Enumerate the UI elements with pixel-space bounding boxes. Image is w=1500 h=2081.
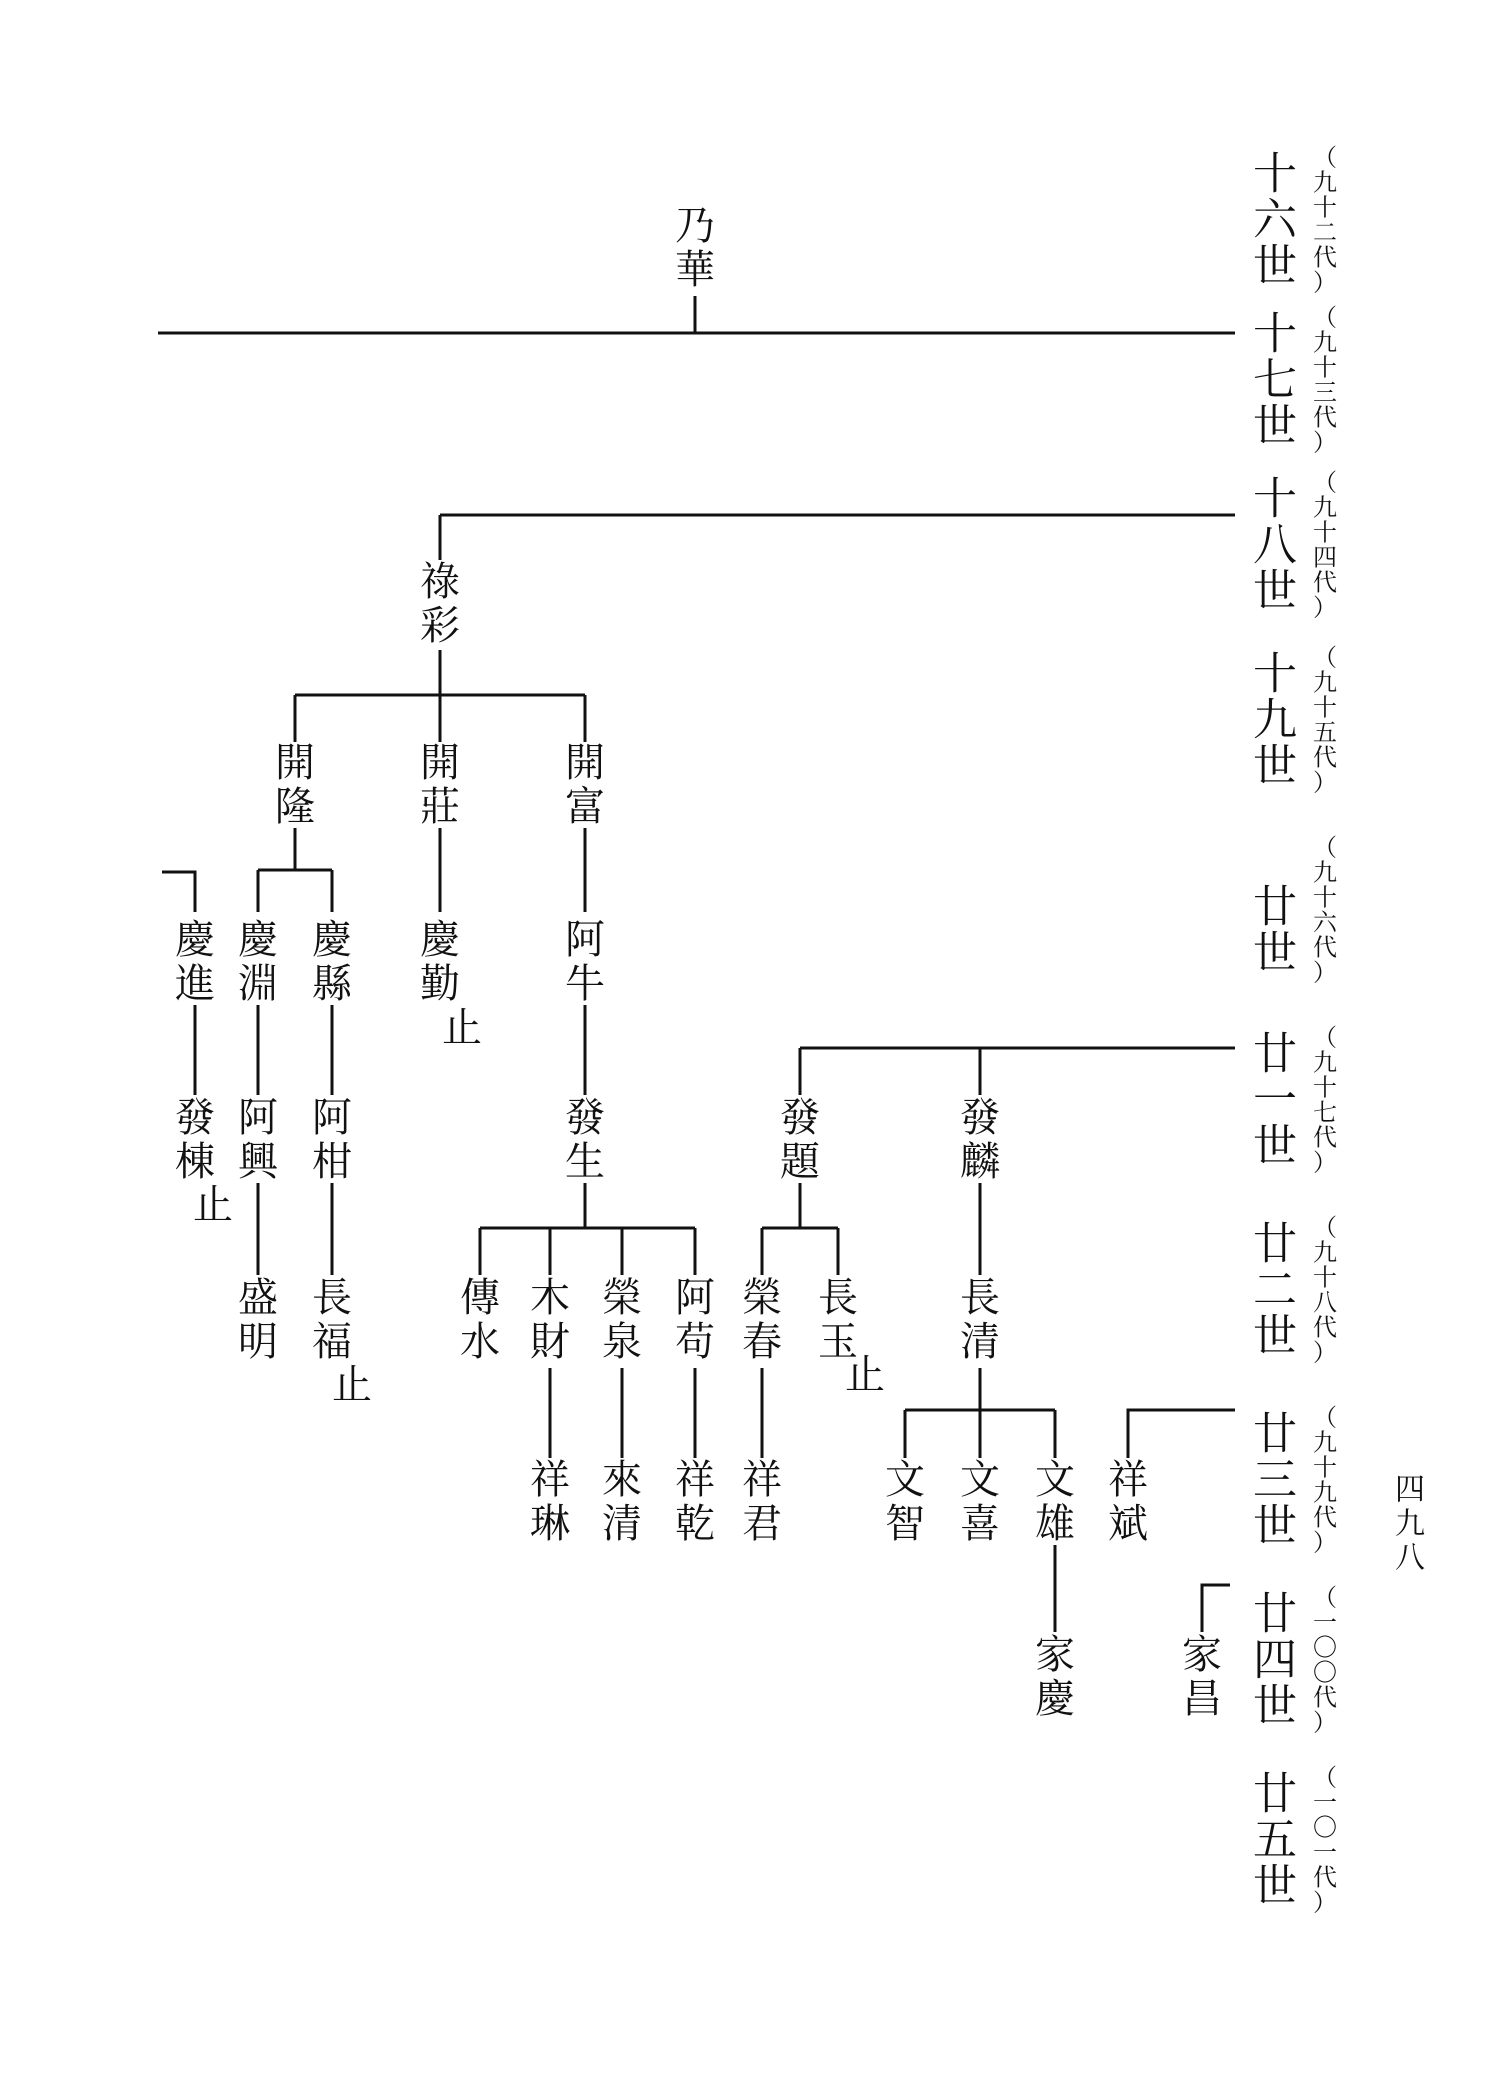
person-chuanshui-char: 水 — [460, 1319, 500, 1365]
person-wenzhi — [885, 1457, 925, 1547]
generation-dai-char: 代 — [1313, 1683, 1337, 1712]
generation-dai-char: （ — [1313, 833, 1337, 862]
generation-dai-char: （ — [1313, 303, 1337, 332]
person-aniu-char: 阿 — [565, 917, 605, 963]
generation-dai-char: ） — [1313, 428, 1337, 457]
person-naihua-char: 乃 — [675, 203, 715, 249]
person-chuanshui — [460, 1275, 500, 1365]
person-changfu-char: 長 — [312, 1275, 352, 1321]
person-wenxi-char: 文 — [960, 1457, 1000, 1503]
person-mucai-char: 財 — [530, 1319, 570, 1365]
person-agou-char: 阿 — [675, 1275, 715, 1321]
person-agan — [312, 1095, 352, 1185]
generation-dai-char: 二 — [1313, 218, 1337, 247]
person-xiangjun — [742, 1457, 782, 1547]
person-xiangbin-char: 祥 — [1108, 1457, 1148, 1503]
generation-label-char: 廿 — [1253, 1028, 1297, 1080]
generation-dai-char: ） — [1313, 1148, 1337, 1177]
person-changyu-char: 玉 — [818, 1319, 858, 1365]
person-xiangqian-char: 祥 — [675, 1457, 715, 1503]
generation-label-char: 世 — [1253, 400, 1297, 452]
person-falin-char: 發 — [960, 1095, 1000, 1141]
generation-dai-char: 代 — [1313, 1863, 1337, 1892]
generation-dai-char: 九 — [1313, 168, 1337, 197]
person-axing-char: 興 — [238, 1139, 278, 1185]
page-number-char: 八 — [1395, 1540, 1425, 1576]
generation-label-char: 二 — [1253, 1264, 1297, 1316]
person-laiqing-char: 來 — [602, 1457, 642, 1503]
generation-dai-char: ） — [1313, 1338, 1337, 1367]
generation-dai-char: 十 — [1313, 693, 1337, 722]
person-rongchun — [742, 1275, 782, 1365]
person-wenxi-char: 喜 — [960, 1501, 1000, 1547]
generation-dai-char: ） — [1313, 1708, 1337, 1737]
generation-label — [1253, 1769, 1297, 1912]
connector-corner — [1202, 1585, 1230, 1632]
generation-dai-char: 代 — [1313, 933, 1337, 962]
generation-label-char: 一 — [1253, 1074, 1297, 1126]
generation-dai-char: （ — [1313, 143, 1337, 172]
person-jiaqing-char: 慶 — [1035, 1676, 1075, 1722]
generation-dai-char: （ — [1313, 1583, 1337, 1612]
person-kaizhuang-char: 開 — [420, 740, 460, 786]
person-mucai-char: 木 — [530, 1275, 570, 1321]
generation-dai — [1313, 144, 1337, 297]
person-shengming — [238, 1275, 278, 1365]
person-lucai — [420, 559, 460, 649]
person-aniu-char: 牛 — [565, 961, 605, 1007]
generation-label — [1253, 149, 1298, 292]
generation-dai-char: 十 — [1313, 1263, 1337, 1292]
generation-label — [1253, 309, 1297, 452]
person-naihua-char: 華 — [675, 247, 715, 293]
generation-dai-char: 三 — [1313, 378, 1337, 407]
person-qingxuan-char: 縣 — [312, 961, 352, 1007]
person-wenxi — [960, 1457, 1000, 1547]
person-kailong — [275, 740, 315, 830]
generation-dai-char: 代 — [1313, 1123, 1337, 1152]
person-fadong-char: 棟 — [175, 1139, 215, 1185]
generation-label-char: 十 — [1253, 648, 1297, 700]
person-fasheng-char: 生 — [565, 1139, 605, 1185]
generation-dai-char: 九 — [1313, 493, 1337, 522]
person-kailong-char: 隆 — [275, 784, 315, 830]
person-naihua — [675, 203, 715, 293]
generation-label-char: 廿 — [1253, 1768, 1297, 1820]
generation-dai-char: 五 — [1313, 718, 1337, 747]
generation-label-char: 廿 — [1253, 1588, 1297, 1640]
generation-label-char: 廿 — [1253, 881, 1297, 933]
person-wenxiong — [1035, 1457, 1075, 1547]
generation-dai-char: 一 — [1313, 1608, 1337, 1637]
person-xianglin — [530, 1457, 570, 1547]
person-wenxiong-char: 雄 — [1035, 1501, 1075, 1547]
generation-dai-char: 〇 — [1313, 1658, 1337, 1687]
generation-dai — [1313, 304, 1337, 457]
person-wenzhi-char: 文 — [885, 1457, 925, 1503]
person-fadong — [175, 1095, 215, 1185]
person-xiangjun-char: 祥 — [742, 1457, 782, 1503]
person-qingqin-char: 勤 — [420, 961, 460, 1007]
person-kaizhuang-char: 莊 — [420, 784, 460, 830]
generation-dai-char: ） — [1313, 268, 1337, 297]
generation-label-char: 五 — [1253, 1814, 1297, 1866]
generation-dai — [1313, 1024, 1337, 1177]
person-changqing-char: 長 — [960, 1275, 1000, 1321]
generation-label — [1253, 1589, 1297, 1732]
generation-dai — [1313, 1404, 1337, 1557]
person-jiachang — [1182, 1632, 1222, 1722]
person-qingyuan — [238, 917, 278, 1007]
generation-dai — [1313, 1584, 1337, 1737]
generation-dai-char: 十 — [1313, 193, 1337, 222]
generation-label-char: 世 — [1253, 240, 1297, 292]
person-fasheng-char: 發 — [565, 1095, 605, 1141]
generation-dai-char: 九 — [1313, 668, 1337, 697]
generation-dai-char: 代 — [1313, 243, 1337, 272]
generation-dai-char: 四 — [1313, 543, 1337, 572]
page-number-char: 九 — [1395, 1506, 1425, 1542]
generation-label-char: 世 — [1253, 1500, 1297, 1552]
person-lucai-char: 彩 — [420, 603, 460, 649]
person-kailong-char: 開 — [275, 740, 315, 786]
connector-corner — [162, 872, 195, 912]
generation-label-char: 十 — [1253, 308, 1297, 360]
person-wenzhi-char: 智 — [885, 1501, 925, 1547]
person-agou — [675, 1275, 715, 1365]
generation-dai — [1313, 1214, 1337, 1367]
person-falin — [960, 1095, 1000, 1185]
generation-dai-char: 十 — [1313, 353, 1337, 382]
generation-dai — [1313, 1764, 1337, 1917]
generation-label-char: 世 — [1253, 1680, 1297, 1732]
generation-dai — [1313, 834, 1338, 987]
person-qingjin-char: 慶 — [175, 917, 215, 963]
generation-dai-char: ） — [1313, 1528, 1337, 1557]
page-number-char: 四 — [1395, 1472, 1425, 1508]
generation-dai — [1313, 644, 1337, 797]
generation-dai-char: 九 — [1313, 858, 1337, 887]
generation-label-char: 世 — [1253, 740, 1297, 792]
person-jiaqing — [1035, 1632, 1075, 1722]
person-xianglin-char: 琳 — [530, 1501, 570, 1547]
person-xiangqian-char: 乾 — [675, 1501, 715, 1547]
generation-dai-char: 一 — [1313, 1838, 1337, 1867]
generation-label-char: 廿 — [1253, 1218, 1297, 1270]
person-aniu — [565, 917, 605, 1007]
generation-dai-char: 〇 — [1313, 1813, 1337, 1842]
person-kaifu-char: 開 — [565, 740, 605, 786]
person-fati-char: 發 — [780, 1095, 820, 1141]
person-xiangbin-char: 斌 — [1108, 1501, 1148, 1547]
generation-label — [1253, 882, 1297, 979]
generation-label-char: 八 — [1253, 519, 1297, 571]
end-mark: 止 — [845, 1352, 885, 1398]
person-kaizhuang — [420, 740, 460, 830]
generation-dai-char: 九 — [1313, 1478, 1337, 1507]
generation-dai-char: 九 — [1313, 328, 1337, 357]
person-rongquan-char: 榮 — [602, 1275, 642, 1321]
generation-label-char: 三 — [1253, 1454, 1297, 1506]
person-xiangqian — [675, 1457, 715, 1547]
end-mark: 止 — [193, 1182, 233, 1228]
person-xianglin-char: 祥 — [530, 1457, 570, 1503]
generation-label-char: 廿 — [1253, 1408, 1297, 1460]
generation-label-char: 九 — [1253, 694, 1297, 746]
person-jiachang-char: 家 — [1182, 1632, 1222, 1678]
person-agan-char: 阿 — [312, 1095, 352, 1141]
generation-dai-char: 代 — [1313, 403, 1337, 432]
generation-dai-char: 十 — [1313, 883, 1337, 912]
generation-label — [1253, 474, 1297, 617]
generation-dai-char: （ — [1313, 1403, 1337, 1432]
person-changqing-char: 清 — [960, 1319, 1000, 1365]
person-shengming-char: 明 — [238, 1319, 278, 1365]
page-number — [1395, 1473, 1425, 1576]
person-chuanshui-char: 傳 — [460, 1275, 500, 1321]
generation-dai-char: 〇 — [1313, 1633, 1337, 1662]
generation-label-char: 七 — [1253, 354, 1297, 406]
generation-dai-char: 十 — [1313, 518, 1337, 547]
person-qingqin — [420, 917, 460, 1007]
person-laiqing-char: 清 — [602, 1501, 642, 1547]
person-qingjin-char: 進 — [175, 961, 215, 1007]
generation-label-char: 十 — [1253, 473, 1297, 525]
generation-label-char: 世 — [1253, 565, 1297, 617]
person-qingyuan-char: 慶 — [238, 917, 278, 963]
person-fati — [780, 1095, 821, 1185]
person-qingqin-char: 慶 — [420, 917, 460, 963]
generation-label-char: 世 — [1253, 1860, 1297, 1912]
generation-dai-char: ） — [1313, 958, 1337, 987]
generation-dai-char: 代 — [1313, 568, 1337, 597]
person-agou-char: 苟 — [675, 1319, 715, 1365]
generation-dai-char: ） — [1313, 1888, 1337, 1917]
person-qingxuan-char: 慶 — [312, 917, 352, 963]
person-mucai — [530, 1275, 570, 1365]
generation-dai-char: 一 — [1313, 1788, 1337, 1817]
generation-dai-char: ） — [1313, 593, 1337, 622]
generation-dai-char: 九 — [1313, 1048, 1337, 1077]
generation-label-char: 世 — [1253, 927, 1297, 979]
generation-dai — [1313, 469, 1337, 622]
person-jiachang-char: 昌 — [1182, 1676, 1222, 1722]
generation-label-char: 世 — [1253, 1120, 1297, 1172]
generation-dai-char: （ — [1313, 468, 1337, 497]
person-changqing — [960, 1275, 1000, 1365]
person-rongquan — [602, 1275, 642, 1365]
person-qingjin — [175, 917, 215, 1007]
person-changfu-char: 福 — [312, 1319, 352, 1365]
generation-dai-char: （ — [1313, 1023, 1337, 1052]
person-agan-char: 柑 — [312, 1139, 352, 1185]
person-xiangjun-char: 君 — [742, 1501, 782, 1547]
person-rongchun-char: 春 — [742, 1319, 782, 1365]
generation-label — [1253, 649, 1297, 792]
generation-dai-char: 九 — [1313, 1428, 1337, 1457]
person-rongchun-char: 榮 — [742, 1275, 782, 1321]
generation-label-char: 十 — [1253, 148, 1297, 200]
generation-dai-char: 八 — [1313, 1288, 1337, 1317]
person-xiangbin — [1108, 1457, 1148, 1547]
generation-dai-char: 六 — [1313, 908, 1337, 937]
generation-dai-char: （ — [1313, 1213, 1337, 1242]
generation-dai-char: 七 — [1313, 1098, 1337, 1127]
person-axing — [238, 1095, 280, 1185]
generation-dai-char: 十 — [1313, 1073, 1337, 1102]
generation-label-char: 四 — [1253, 1634, 1297, 1686]
generation-dai-char: （ — [1313, 1763, 1337, 1792]
person-fadong-char: 發 — [175, 1095, 215, 1141]
person-changfu — [312, 1275, 352, 1365]
person-lucai-char: 祿 — [420, 559, 460, 605]
generation-dai-char: 代 — [1313, 743, 1337, 772]
generation-label-char: 世 — [1253, 1310, 1297, 1362]
generation-label — [1253, 1029, 1297, 1172]
person-falin-char: 麟 — [960, 1139, 1000, 1185]
person-fasheng — [565, 1095, 605, 1185]
person-axing-char: 阿 — [238, 1095, 278, 1141]
generation-dai-char: （ — [1313, 643, 1337, 672]
generation-label-char: 六 — [1253, 194, 1297, 246]
generation-label — [1253, 1219, 1297, 1362]
generation-dai-char: 代 — [1313, 1313, 1337, 1342]
generation-dai-char: 代 — [1313, 1503, 1337, 1532]
person-qingyuan-char: 淵 — [238, 961, 278, 1007]
end-mark: 止 — [332, 1362, 372, 1408]
person-changyu-char: 長 — [818, 1275, 858, 1321]
generation-dai-char: 十 — [1313, 1453, 1337, 1482]
person-jiaqing-char: 家 — [1035, 1632, 1075, 1678]
person-kaifu — [565, 740, 605, 830]
end-mark: 止 — [442, 1005, 482, 1051]
person-wenxiong-char: 文 — [1035, 1457, 1075, 1503]
person-rongquan-char: 泉 — [602, 1319, 642, 1365]
generation-dai-char: 九 — [1313, 1238, 1337, 1267]
person-qingxuan — [312, 917, 353, 1007]
connector-corner — [1128, 1410, 1235, 1458]
person-shengming-char: 盛 — [238, 1275, 278, 1321]
generation-dai-char: ） — [1313, 768, 1337, 797]
generation-label — [1253, 1409, 1297, 1552]
person-kaifu-char: 富 — [565, 784, 605, 830]
person-fati-char: 題 — [780, 1139, 820, 1185]
person-laiqing — [602, 1457, 642, 1547]
